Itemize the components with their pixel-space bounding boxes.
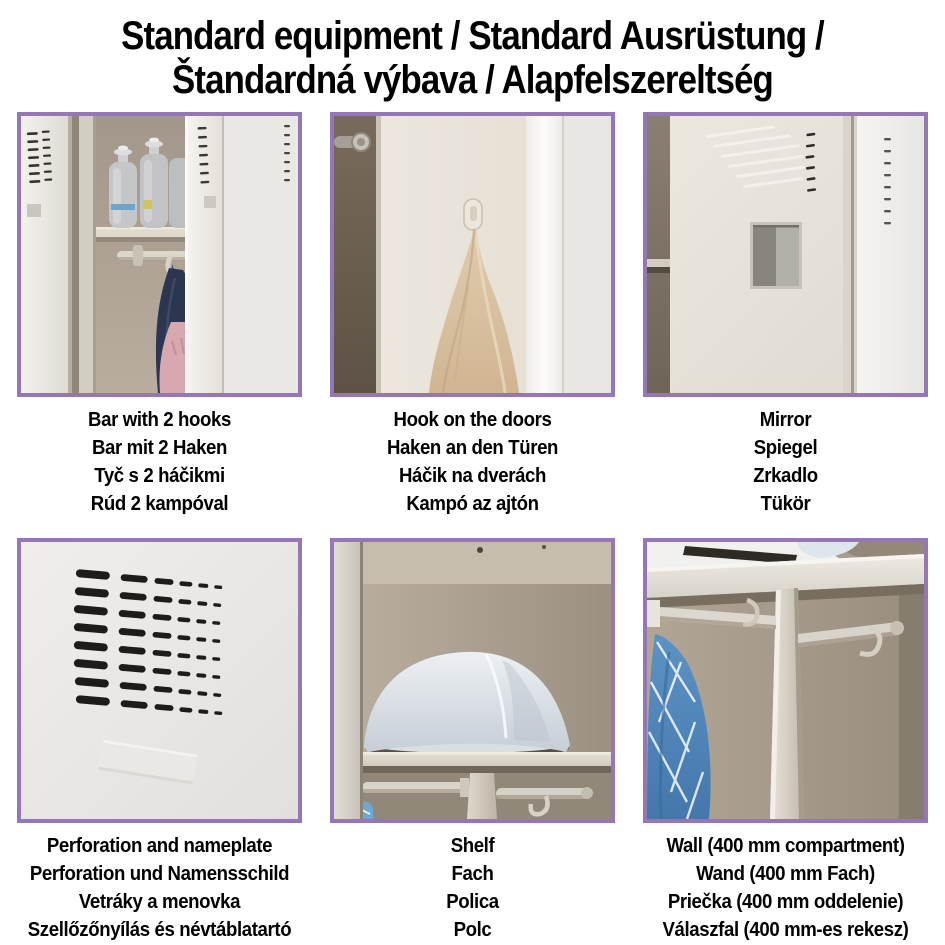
panel-wall-400-mm-compartment [643,538,928,944]
caption-de: Fach [451,863,494,885]
panel-bar-with-2-hooks [17,112,302,518]
catalog-page [0,14,945,944]
lower-compartment [354,773,611,819]
left-door [21,116,72,393]
photo-mirror [643,112,928,397]
panel-perforation-and-nameplate [17,538,302,944]
caption-hu: Rúd 2 kampóval [90,493,229,515]
captions-shelf [330,832,615,944]
caption-en: Mirror [759,409,812,431]
perforation-illustration [21,542,298,819]
panel-shelf [330,538,615,944]
door-highlight-strip [526,116,562,393]
caption-en: Wall (400 mm compartment) [666,835,905,857]
caption-de: Perforation und Namensschild [29,863,290,885]
wall-compartment-illustration [647,542,924,819]
caption-sk: Tyč s 2 háčikmi [94,465,225,487]
caption-en: Perforation and nameplate [46,835,273,857]
photo-bar-with-2-hooks [17,112,302,397]
captions-mirror [643,406,928,518]
caption-hu: Válaszfal (400 mm-es rekesz) [662,919,909,941]
caption-hu: Polc [453,919,492,941]
right-panel [562,116,611,393]
caption-sk: Zrkadlo [753,465,818,487]
caption-en: Hook on the doors [393,409,552,431]
caption-en: Bar with 2 hooks [88,409,231,431]
captions-perforation-and-nameplate [17,832,302,944]
door-edge-shadow [376,116,381,393]
shelf-board [362,752,611,773]
shelf-illustration [334,542,611,819]
dark-interior-strip [334,116,376,393]
captions-hook-on-the-doors [330,406,615,518]
shelf-edge [647,259,670,267]
mirror-illustration [647,116,924,393]
locker-bar-illustration [21,116,298,393]
captions-bar-with-2-hooks [17,406,302,518]
far-right-panel [222,116,298,393]
caption-sk: Priečka (400 mm oddelenie) [667,891,904,913]
caption-de: Wand (400 mm Fach) [696,863,875,885]
caption-hu: Kampó az ajtón [406,493,539,515]
interior-strip [647,116,670,393]
right-door [185,116,222,393]
caption-de: Haken an den Türen [386,437,559,459]
panel-grid [0,112,945,944]
ceiling [362,542,611,584]
caption-hu: Szellőzőnyílás és névtáblatartó [27,919,292,941]
door-hook-illustration [334,116,611,393]
page-title [0,14,945,102]
ceiling-hole [477,547,483,553]
right-white-panel [857,116,924,393]
caption-sk: Vetráky a menovka [78,891,241,913]
photo-perforation-and-nameplate [17,538,302,823]
caption-en: Shelf [450,835,495,857]
page-title-line2: Štandardná výbava / Alapfelszereltség [172,58,773,102]
caption-hu: Tükör [760,493,811,515]
photo-shelf [330,538,615,823]
door-edge [843,116,857,393]
caption-sk: Háčik na dverách [398,465,547,487]
panel-mirror [643,112,928,518]
door-gap [72,116,79,393]
divider [467,773,497,819]
photo-wall-400-mm-compartment [643,538,928,823]
door-hook [464,199,482,230]
caption-sk: Polica [446,891,499,913]
ceiling-hole-2 [542,545,546,549]
panel-hook-on-the-doors [330,112,615,518]
page-title-line1: Standard equipment / Standard Ausrüstung / [121,14,824,58]
caption-de: Spiegel [753,437,818,459]
left-frame [334,542,363,819]
right-corner [899,582,924,819]
mirror [750,222,802,289]
photo-hook-on-the-doors [330,112,615,397]
caption-de: Bar mit 2 Haken [91,437,228,459]
captions-wall-400-mm-compartment [643,832,928,944]
